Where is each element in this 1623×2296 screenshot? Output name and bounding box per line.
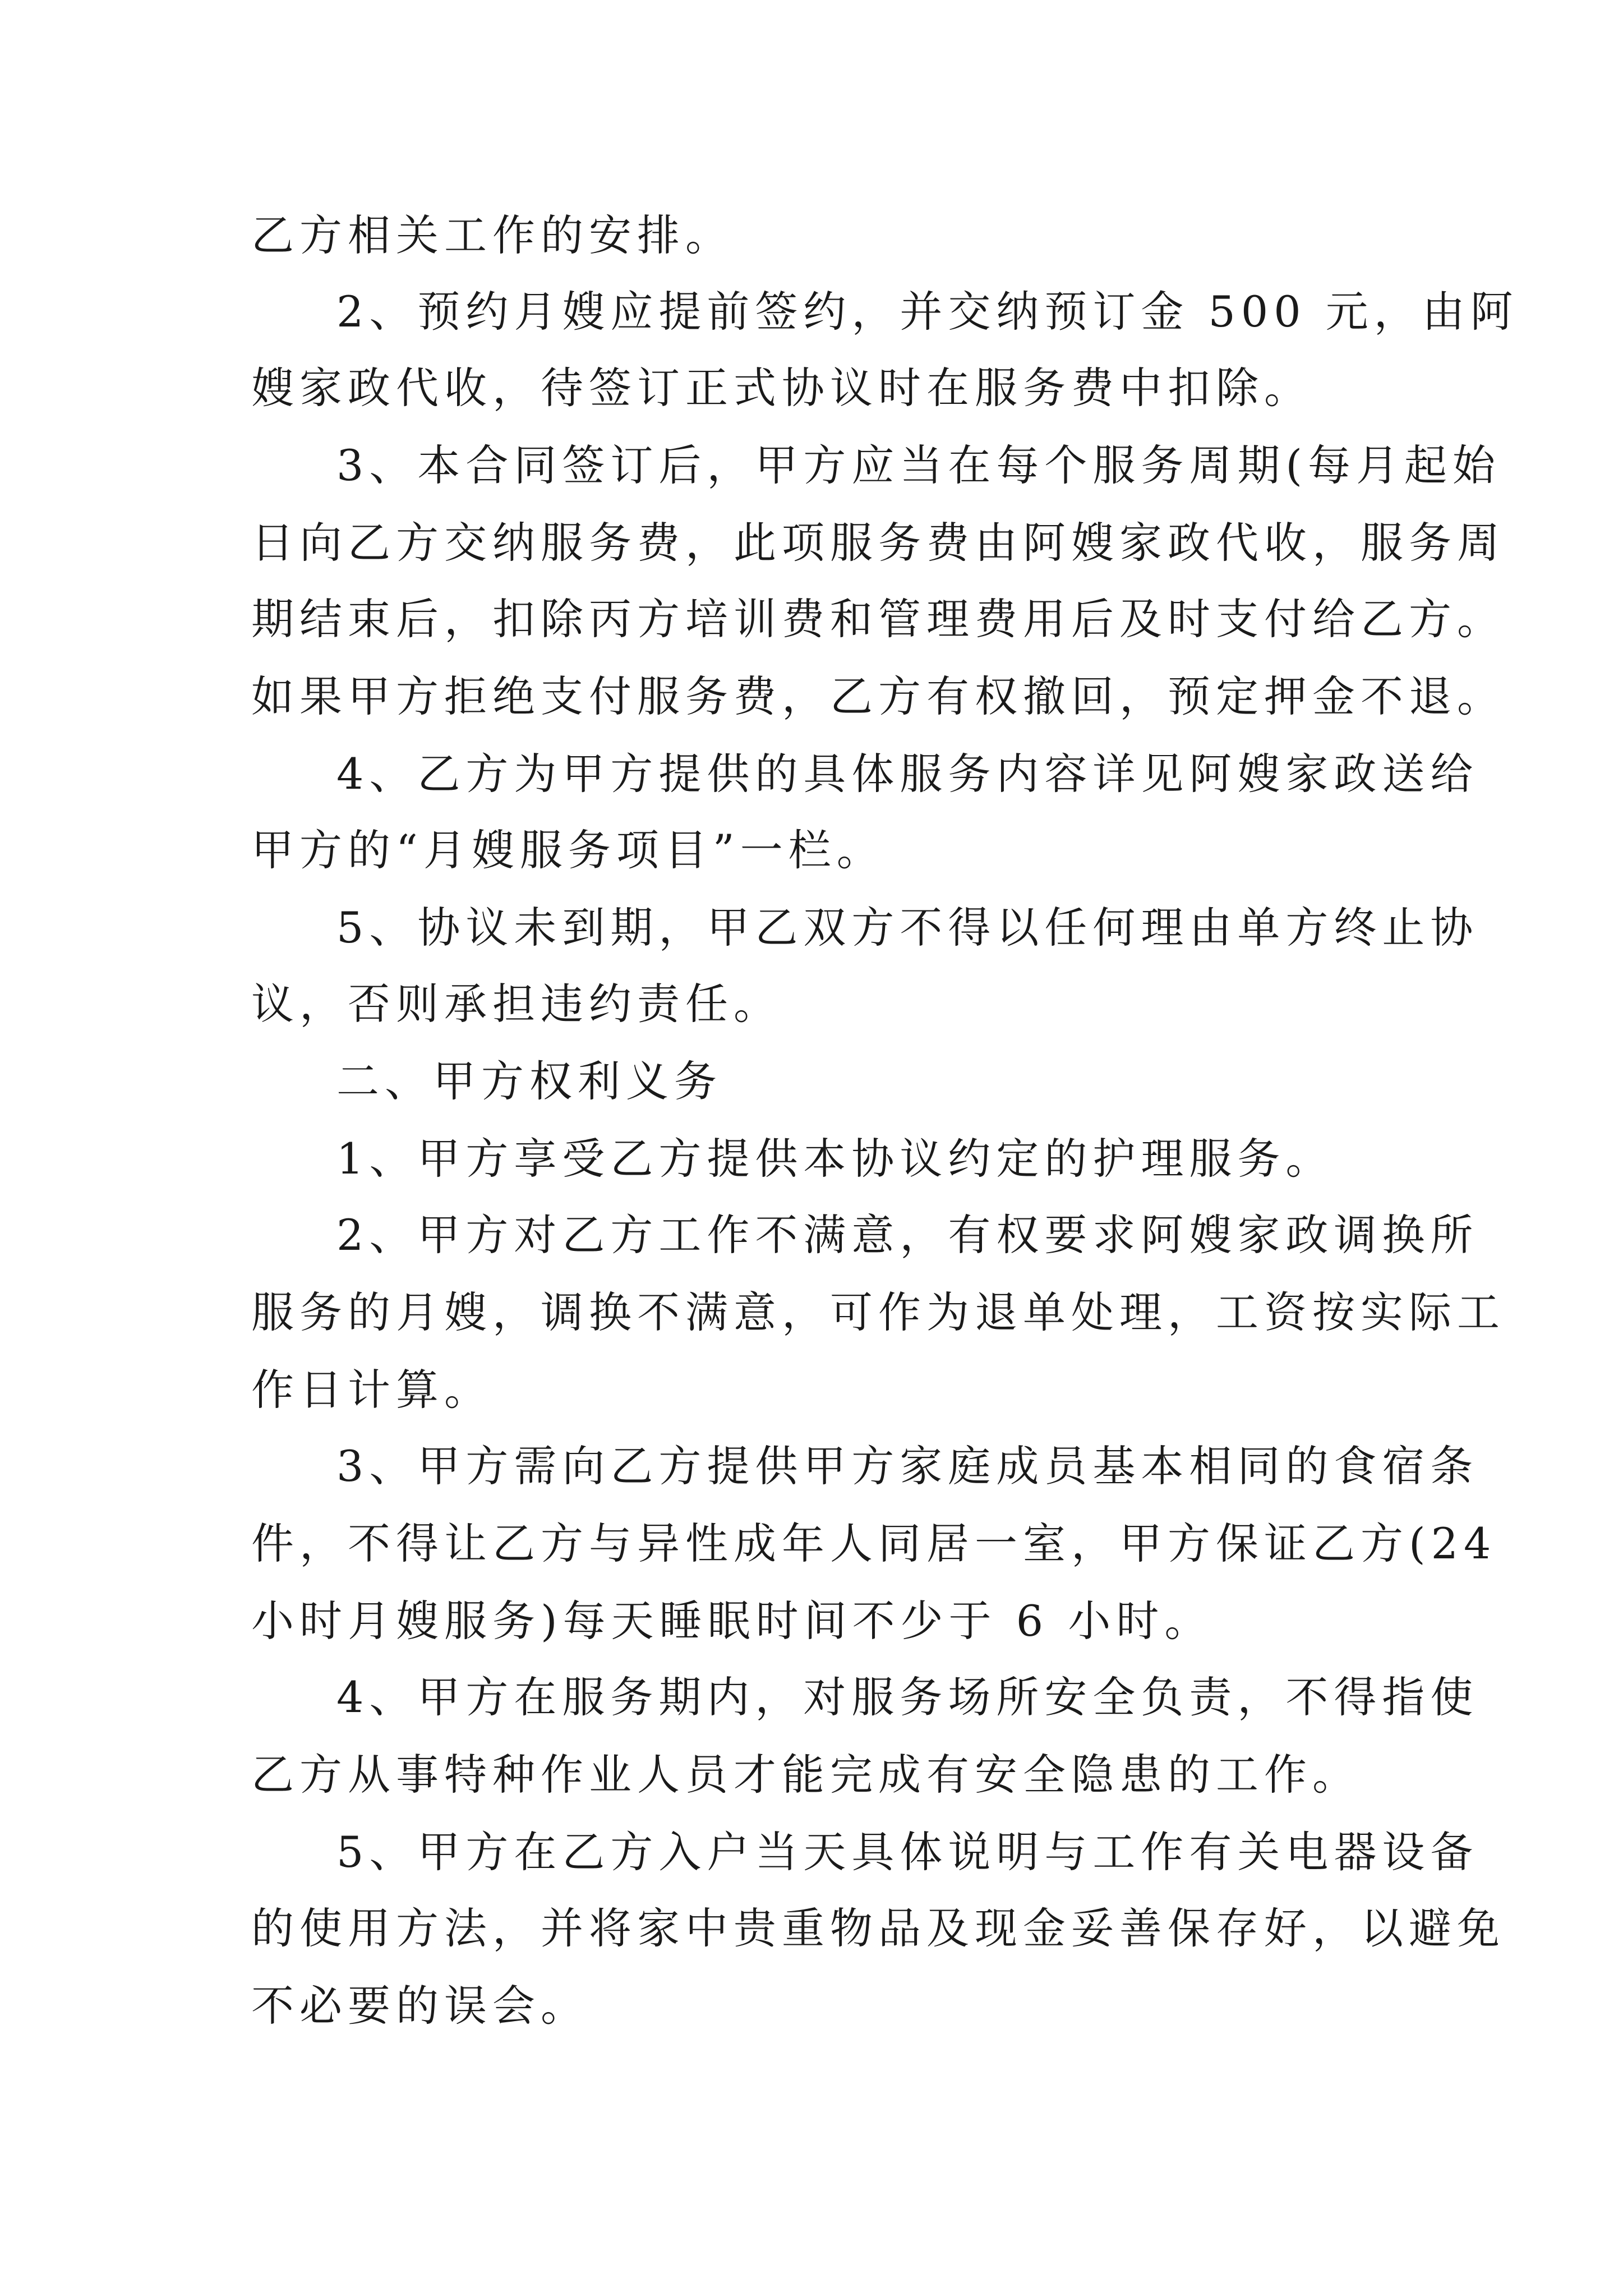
- text-line: 1、甲方享受乙方提供本协议约定的护理服务。: [336, 1134, 1334, 1184]
- text-line: 如果甲方拒绝支付服务费，乙方有权撤回，预定押金不退。: [251, 671, 1505, 721]
- text-line: 议，否则承担违约责任。: [251, 979, 782, 1029]
- text-line: 日向乙方交纳服务费，此项服务费由阿嫂家政代收，服务周: [251, 518, 1505, 568]
- text-line: 2、预约月嫂应提前签约，并交纳预订金 500 元，由阿: [336, 287, 1519, 337]
- text-line: 3、本合同签订后，甲方应当在每个服务周期(每月起始: [336, 440, 1501, 490]
- text-line: 作日计算。: [251, 1365, 492, 1415]
- text-line: 期结束后，扣除丙方培训费和管理费用后及时支付给乙方。: [251, 594, 1505, 644]
- text-line: 甲方的“月嫂服务项目”一栏。: [251, 825, 885, 875]
- text-line: 4、甲方在服务期内，对服务场所安全负责，不得指使: [336, 1672, 1479, 1722]
- text-line: 4、乙方为甲方提供的具体服务内容详见阿嫂家政送给: [336, 749, 1479, 799]
- text-line: 嫂家政代收，待签订正式协议时在服务费中扣除。: [251, 363, 1312, 413]
- text-line: 乙方从事特种作业人员才能完成有安全隐患的工作。: [251, 1750, 1361, 1800]
- text-line: 乙方相关工作的安排。: [251, 210, 734, 260]
- text-line: 件，不得让乙方与异性成年人同居一室，甲方保证乙方(24: [251, 1519, 1497, 1568]
- text-line: 5、协议未到期，甲乙双方不得以任何理由单方终止协: [336, 903, 1479, 953]
- text-line: 小时月嫂服务)每天睡眠时间不少于 6 小时。: [251, 1596, 1213, 1646]
- text-line: 3、甲方需向乙方提供甲方家庭成员基本相同的食宿条: [336, 1441, 1479, 1491]
- section-heading: 二、甲方权利义务: [336, 1056, 722, 1106]
- text-line: 服务的月嫂，调换不满意，可作为退单处理，工资按实际工: [251, 1287, 1505, 1337]
- text-line: 的使用方法，并将家中贵重物品及现金妥善保存好，以避免: [251, 1903, 1505, 1953]
- text-line: 5、甲方在乙方入户当天具体说明与工作有关电器设备: [336, 1827, 1479, 1877]
- text-line: 不必要的误会。: [251, 1981, 589, 2031]
- text-line: 2、甲方对乙方工作不满意，有权要求阿嫂家政调换所: [336, 1210, 1479, 1260]
